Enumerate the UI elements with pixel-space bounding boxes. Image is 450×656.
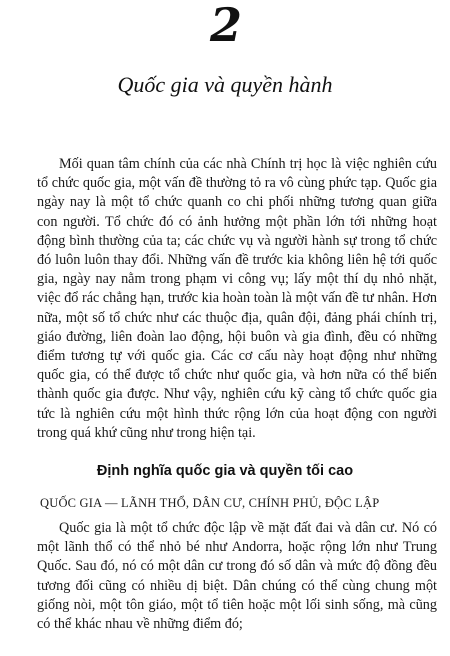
chapter-title: Quốc gia và quyền hành <box>117 72 333 97</box>
body-paragraph: Quốc gia là một tổ chức độc lập về mặt đất đai và dân cư. Nó có một lãnh thổ có thể nhỏ bé như Andorra, hoặc rộng lớn như Trung Quốc. Sau đó, nó có một dân cư trong đó số dân và mức độ đồng đều tương đối cũng có nhiều dị biệt. Dân chúng có thể cùng chung một giống nòi, một tôn giáo, một tổ tiên hoặc một lối sinh sống, mà cũng có thể khác nhau về những điểm đó; <box>37 520 437 633</box>
subsection-heading: QUỐC GIA — LÃNH THỔ, DÂN CƯ, CHÍNH PHỦ, ĐỘC LẬP <box>40 496 380 510</box>
body-paragraph: Mối quan tâm chính của các nhà Chính trị học là việc nghiên cứu tổ chức quốc gia, một vấn đề thường tỏ ra vô cùng phức tạp. Quốc gia ngày nay là một tổ chức quanh co chi phối những tương quan giữa con người. Tổ chức đó có ảnh hưởng một phần lớn tới những hoạt động bình thường của ta; các chức vụ và người hành sự trong tổ chức đó luôn luôn thay đổi. Những vấn đề trước kia không liên hệ tới quốc gia, ngày nay nằm trong phạm vi công vụ; lấy một thí dụ nhỏ nhặt, việc đổ rác chẳng hạn, trước kia hoàn toàn là một vấn đề tư nhân. Hơn nữa, một số tổ chức như các thuộc địa, quân đội, đảng phái chính trị, giáo đường, liên đoàn lao động, hội buôn và gia đình, đều có những điểm tương tự với quốc gia. Các cơ cấu này hoạt động như những quốc gia, có thể được tổ chức như quốc gia, và hơn nữa có thể biến thành quốc gia được. Như vậy, nghiên cứu kỹ càng tổ chức quốc gia tức là nghiên cứu một hình thức rộng lớn của hoạt động con người trong quá khứ cũng như trong hiện tại. <box>37 156 437 441</box>
chapter-number: 2 <box>209 0 240 52</box>
section-heading: Định nghĩa quốc gia và quyền tối cao <box>96 463 354 479</box>
